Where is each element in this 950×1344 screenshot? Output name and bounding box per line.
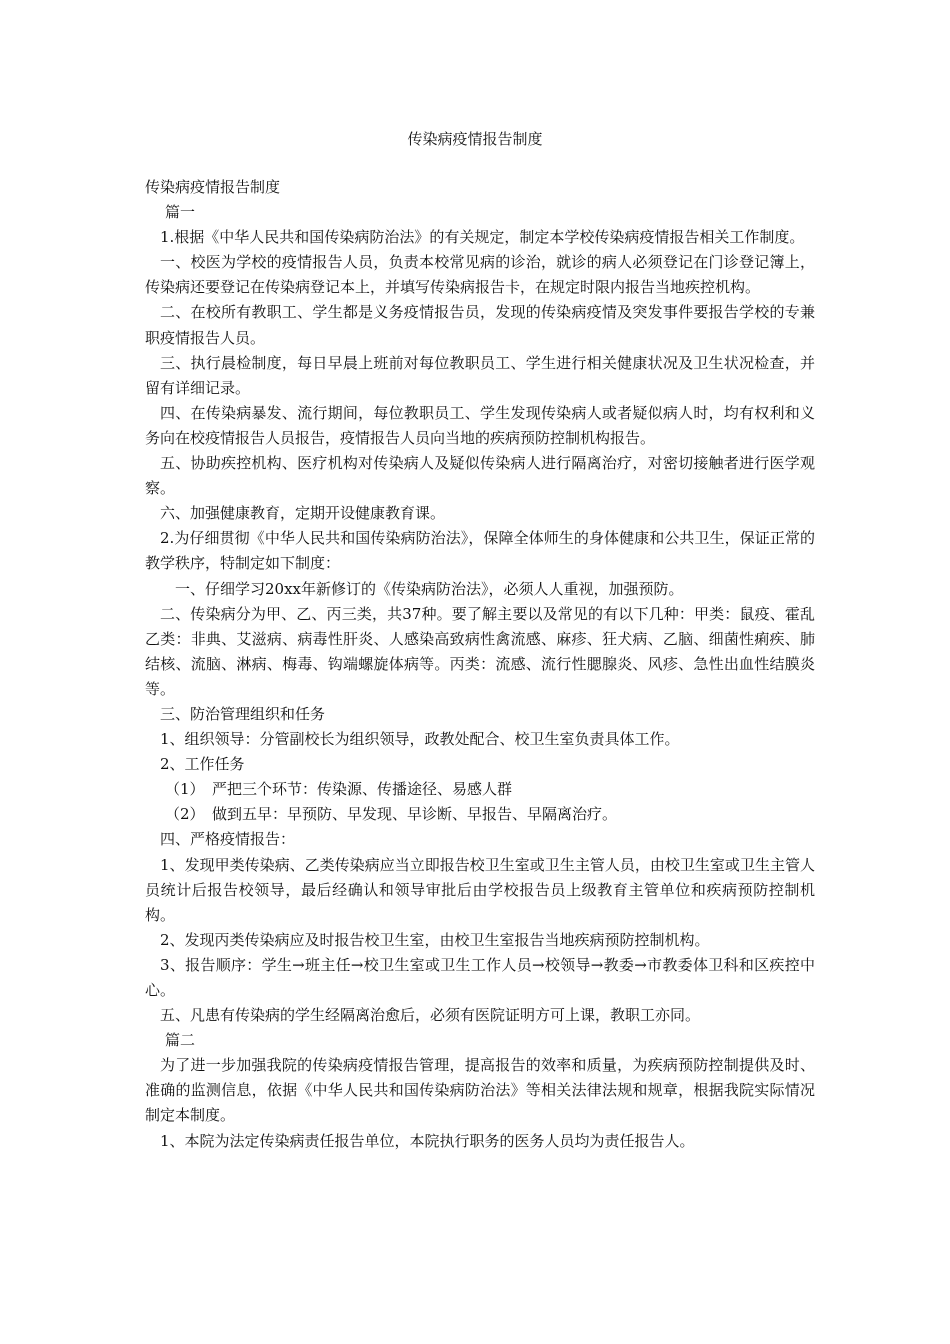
paragraph: 四、严格疫情报告： (160, 830, 296, 849)
paragraph: 一、仔细学习20xx年新修订的《传染病防治法》，必须人人重视，加强预防。 (175, 579, 684, 598)
section-label-part-one: 篇一 (165, 203, 196, 222)
document-body (145, 175, 815, 1154)
paragraph: 二、在校所有教职工、学生都是义务疫情报告员，发现的传染病疫情及突发事件要报告学校的专兼职疫情报告人员。 (145, 303, 815, 347)
paragraph: 二、传染病分为甲、乙、丙三类，共37种。要了解主要以及常见的有以下几种：甲类：鼠疫、霍乱乙类：非典、艾滋病、病毒性肝炎、人感染高致病性禽流感、麻疹、狂犬病、乙脑、细菌性痢疾、肺结核、流脑、淋病、梅毒、钩端螺旋体病等。丙类：流感、流行性腮腺炎、风疹、急性出血性结膜炎等。 (145, 604, 815, 698)
paragraph: 五、凡患有传染病的学生经隔离治愈后，必须有医院证明方可上课，教职工亦同。 (160, 1006, 701, 1025)
paragraph: 三、执行晨检制度，每日早晨上班前对每位教职员工、学生进行相关健康状况及卫生状况检查，并留有详细记录。 (145, 353, 815, 397)
paragraph: 3、报告顺序：学生→班主任→校卫生室或卫生工作人员→校领导→教委→市教委体卫科和区疾控中心。 (145, 955, 815, 999)
paragraph: 为了进一步加强我院的传染病疫情报告管理，提高报告的效率和质量，为疾病预防控制提供及时、准确的监测信息，依据《中华人民共和国传染病防治法》等相关法律法规和规章，根据我院实际情况制定本制度。 (145, 1056, 815, 1125)
paragraph: 四、在传染病暴发、流行期间，每位教职员工、学生发现传染病人或者疑似病人时，均有权利和义务向在校疫情报告人员报告，疫情报告人员向当地的疾病预防控制机构报告。 (145, 403, 815, 447)
page-title: 传染病疫情报告制度 (407, 130, 543, 148)
paragraph: （2） 做到五早：早预防、早发现、早诊断、早报告、早隔离治疗。 (165, 805, 618, 824)
paragraph: 2、发现丙类传染病应及时报告校卫生室，由校卫生室报告当地疾病预防控制机构。 (160, 930, 710, 949)
paragraph: 1.根据《中华人民共和国传染病防治法》的有关规定，制定本学校传染病疫情报告相关工作制度。 (160, 228, 805, 247)
paragraph: （1） 严把三个环节：传染源、传播途径、易感人群 (165, 780, 513, 799)
paragraph: 三、防治管理组织和任务 (160, 704, 326, 723)
paragraph: 五、协助疾控机构、医疗机构对传染病人及疑似传染病人进行隔离治疗，对密切接触者进行医学观察。 (145, 454, 815, 498)
paragraph: 1、发现甲类传染病、乙类传染病应当立即报告校卫生室或卫生主管人员，由校卫生室或卫生主管人员统计后报告校领导，最后经确认和领导审批后由学校报告员上级教育主管单位和疾病预防控制机构。 (145, 855, 815, 924)
paragraph: 1、组织领导：分管副校长为组织领导，政教处配合、校卫生室负责具体工作。 (160, 730, 680, 749)
section-label-part-two: 篇二 (165, 1031, 196, 1050)
paragraph: 一、校医为学校的疫情报告人员，负责本校常见病的诊治，就诊的病人必须登记在门诊登记簿上，传染病还要登记在传染病登记本上，并填写传染病报告卡，在规定时限内报告当地疾控机构。 (145, 253, 815, 297)
paragraph: 2、工作任务 (160, 755, 245, 774)
paragraph: 2.为仔细贯彻《中华人民共和国传染病防治法》，保障全体师生的身体健康和公共卫生，保证正常的教学秩序，特制定如下制度： (145, 529, 815, 573)
paragraph: 六、加强健康教育，定期开设健康教育课。 (160, 504, 446, 523)
paragraph: 1、本院为法定传染病责任报告单位，本院执行职务的医务人员均为责任报告人。 (160, 1131, 695, 1150)
body-heading: 传染病疫情报告制度 (145, 178, 281, 196)
